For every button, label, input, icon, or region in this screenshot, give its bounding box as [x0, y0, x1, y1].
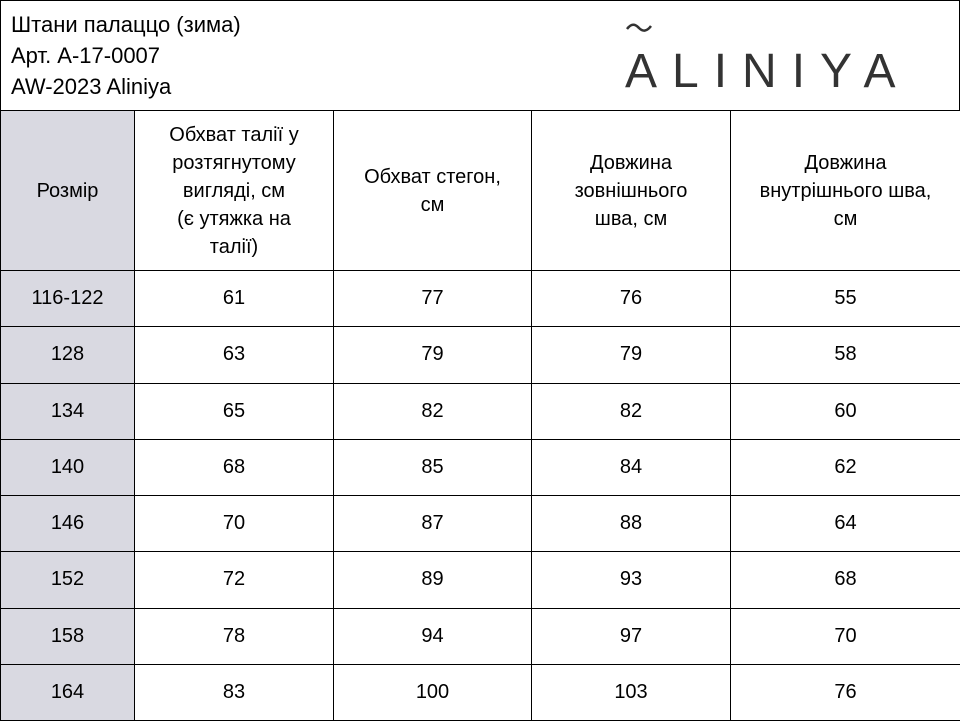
inner-seam-cell: 76 [731, 664, 960, 720]
inner-seam-cell: 68 [731, 552, 960, 608]
hips-cell: 87 [334, 496, 532, 552]
hips-cell: 100 [334, 664, 532, 720]
size-table [0, 110, 960, 721]
outer-seam-cell: 93 [532, 552, 731, 608]
size-cell: 158 [1, 608, 135, 664]
outer-seam-cell: 76 [532, 271, 731, 327]
hips-cell: 79 [334, 327, 532, 383]
outer-seam-cell: 97 [532, 608, 731, 664]
table-row [1, 271, 960, 327]
waist-cell: 70 [135, 496, 334, 552]
title-block [11, 9, 241, 102]
waist-cell: 72 [135, 552, 334, 608]
hips-cell: 94 [334, 608, 532, 664]
waist-cell: 61 [135, 271, 334, 327]
size-cell: 164 [1, 664, 135, 720]
inner-seam-cell: 70 [731, 608, 960, 664]
column-header-hips: Обхват стегон, см [334, 111, 532, 271]
size-cell: 116-122 [1, 271, 135, 327]
outer-seam-cell: 103 [532, 664, 731, 720]
table-row [1, 327, 960, 383]
article-number: Арт. А-17-0007 [11, 40, 241, 71]
size-cell: 146 [1, 496, 135, 552]
waist-cell: 63 [135, 327, 334, 383]
inner-seam-cell: 55 [731, 271, 960, 327]
outer-seam-cell: 88 [532, 496, 731, 552]
brand-logo [621, 19, 941, 99]
table-row [1, 383, 960, 439]
outer-seam-cell: 84 [532, 439, 731, 495]
column-header-size: Розмір [1, 111, 135, 271]
waist-cell: 68 [135, 439, 334, 495]
collection-name: AW-2023 Aliniya [11, 71, 241, 102]
waist-cell: 83 [135, 664, 334, 720]
logo-tilde-icon [627, 25, 651, 31]
hips-cell: 82 [334, 383, 532, 439]
inner-seam-cell: 60 [731, 383, 960, 439]
table-row [1, 552, 960, 608]
logo-wordmark: ALINIYA [625, 45, 911, 98]
size-cell: 134 [1, 383, 135, 439]
table-row [1, 439, 960, 495]
header [0, 0, 960, 110]
hips-cell: 89 [334, 552, 532, 608]
inner-seam-cell: 64 [731, 496, 960, 552]
inner-seam-cell: 62 [731, 439, 960, 495]
table-header-row [1, 111, 960, 271]
size-cell: 128 [1, 327, 135, 383]
product-title: Штани палаццо (зима) [11, 9, 241, 40]
column-header-outer-seam: Довжина зовнішнього шва, см [532, 111, 731, 271]
column-header-inner-seam: Довжина внутрішнього шва, см [731, 111, 960, 271]
column-header-waist: Обхват талії у розтягнутому вигляді, см (є утяжка на талії) [135, 111, 334, 271]
table-row [1, 608, 960, 664]
hips-cell: 77 [334, 271, 532, 327]
table-row [1, 664, 960, 720]
table-row [1, 496, 960, 552]
waist-cell: 65 [135, 383, 334, 439]
waist-cell: 78 [135, 608, 334, 664]
size-cell: 140 [1, 439, 135, 495]
inner-seam-cell: 58 [731, 327, 960, 383]
size-cell: 152 [1, 552, 135, 608]
outer-seam-cell: 82 [532, 383, 731, 439]
hips-cell: 85 [334, 439, 532, 495]
outer-seam-cell: 79 [532, 327, 731, 383]
